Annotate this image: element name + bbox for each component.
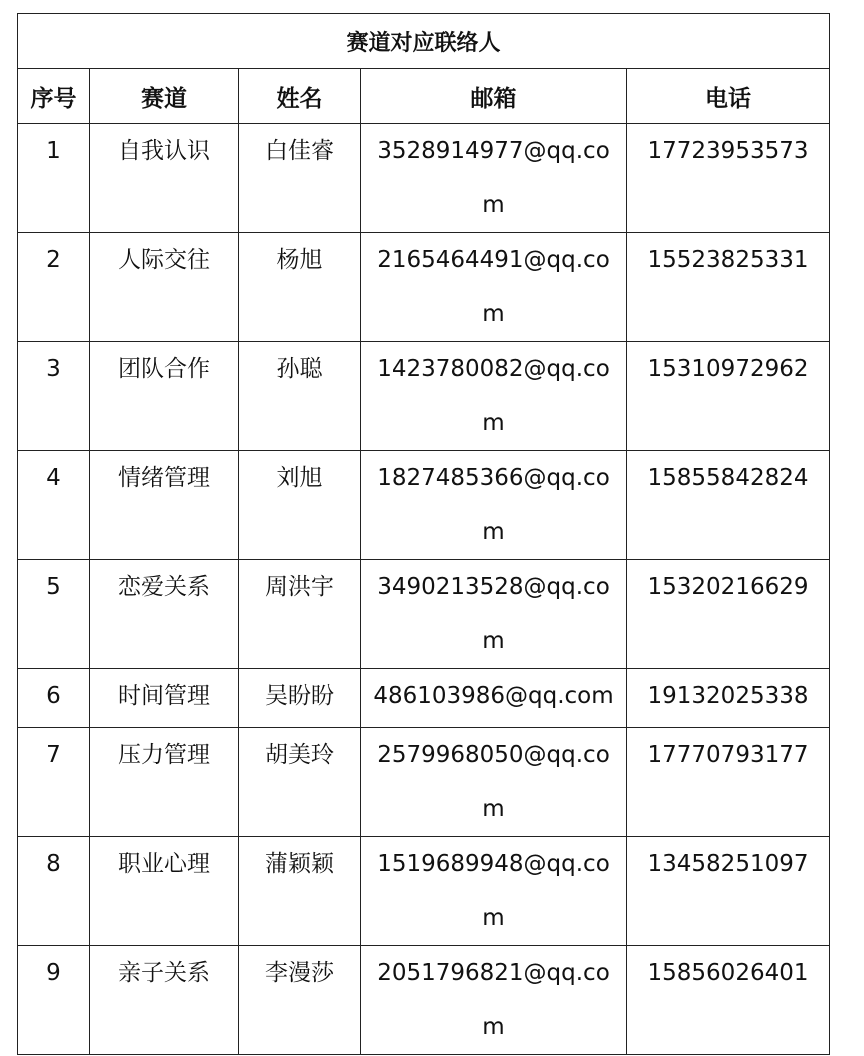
contacts-table	[17, 13, 830, 1055]
cell-name: 周洪宇	[239, 560, 361, 669]
cell-name: 吴盼盼	[239, 669, 361, 728]
table-row	[18, 233, 830, 342]
cell-email: 1827485366@qq.com	[361, 451, 627, 560]
header-track: 赛道	[90, 69, 239, 124]
table-row	[18, 342, 830, 451]
header-email: 邮箱	[361, 69, 627, 124]
cell-track: 自我认识	[90, 124, 239, 233]
cell-index: 3	[18, 342, 90, 451]
cell-phone: 13458251097	[627, 837, 830, 946]
cell-track: 情绪管理	[90, 451, 239, 560]
cell-track: 亲子关系	[90, 946, 239, 1055]
cell-track: 团队合作	[90, 342, 239, 451]
cell-track: 恋爱关系	[90, 560, 239, 669]
cell-name: 李漫莎	[239, 946, 361, 1055]
cell-name: 孙聪	[239, 342, 361, 451]
cell-name: 蒲颖颖	[239, 837, 361, 946]
table-row	[18, 451, 830, 560]
cell-email: 2051796821@qq.com	[361, 946, 627, 1055]
table-row	[18, 837, 830, 946]
title-row	[18, 14, 830, 69]
cell-name: 刘旭	[239, 451, 361, 560]
table-title: 赛道对应联络人	[18, 14, 830, 69]
cell-email: 3528914977@qq.com	[361, 124, 627, 233]
cell-phone: 15320216629	[627, 560, 830, 669]
cell-phone: 17723953573	[627, 124, 830, 233]
table-row	[18, 946, 830, 1055]
cell-track: 人际交往	[90, 233, 239, 342]
cell-phone: 17770793177	[627, 728, 830, 837]
cell-email: 1423780082@qq.com	[361, 342, 627, 451]
cell-email: 3490213528@qq.com	[361, 560, 627, 669]
cell-track: 压力管理	[90, 728, 239, 837]
cell-email: 1519689948@qq.com	[361, 837, 627, 946]
cell-index: 7	[18, 728, 90, 837]
table-row	[18, 669, 830, 728]
header-index: 序号	[18, 69, 90, 124]
cell-index: 8	[18, 837, 90, 946]
cell-phone: 19132025338	[627, 669, 830, 728]
cell-track: 时间管理	[90, 669, 239, 728]
cell-index: 5	[18, 560, 90, 669]
cell-track: 职业心理	[90, 837, 239, 946]
table-row	[18, 124, 830, 233]
cell-phone: 15855842824	[627, 451, 830, 560]
cell-index: 9	[18, 946, 90, 1055]
cell-name: 胡美玲	[239, 728, 361, 837]
cell-email: 2165464491@qq.com	[361, 233, 627, 342]
cell-index: 4	[18, 451, 90, 560]
cell-phone: 15523825331	[627, 233, 830, 342]
cell-email: 486103986@qq.com	[361, 669, 627, 728]
cell-phone: 15856026401	[627, 946, 830, 1055]
cell-index: 1	[18, 124, 90, 233]
table-row	[18, 560, 830, 669]
cell-index: 6	[18, 669, 90, 728]
cell-name: 白佳睿	[239, 124, 361, 233]
table-row	[18, 728, 830, 837]
header-phone: 电话	[627, 69, 830, 124]
cell-phone: 15310972962	[627, 342, 830, 451]
cell-email: 2579968050@qq.com	[361, 728, 627, 837]
header-name: 姓名	[239, 69, 361, 124]
cell-name: 杨旭	[239, 233, 361, 342]
header-row	[18, 69, 830, 124]
cell-index: 2	[18, 233, 90, 342]
